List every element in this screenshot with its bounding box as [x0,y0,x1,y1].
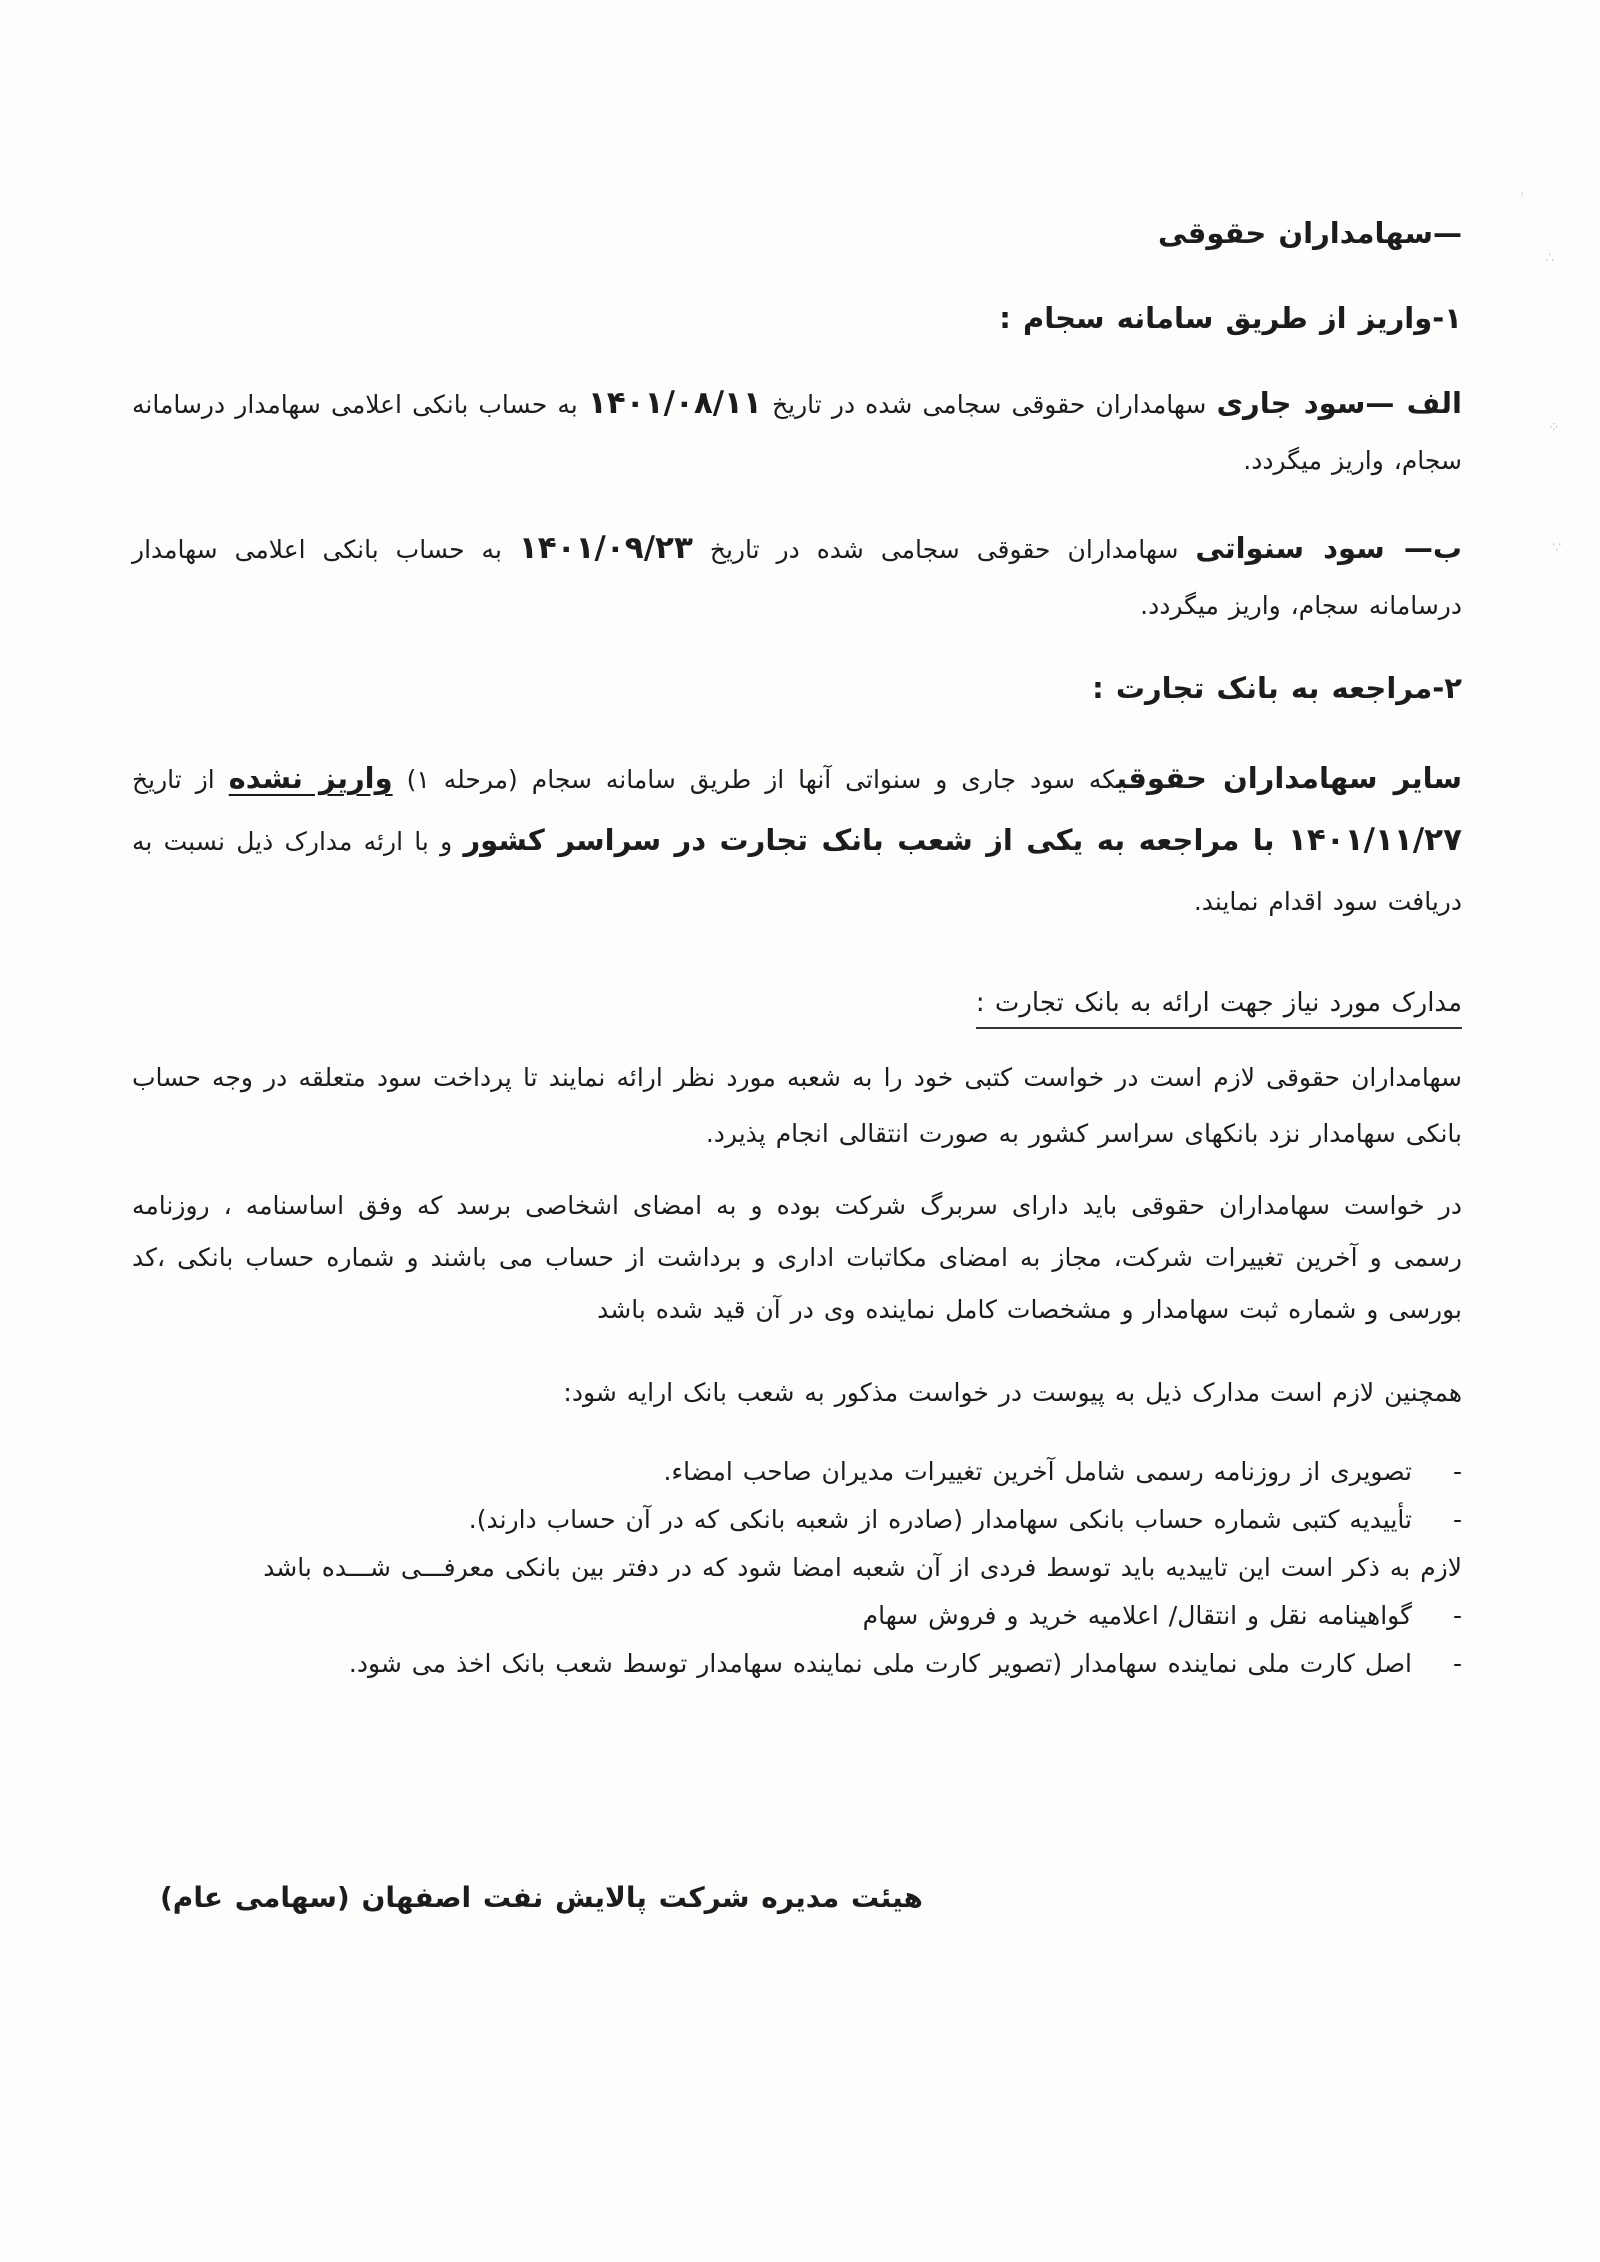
section2-paragraph: سایر سهامداران حقوقیکه سود جاری و سنواتی آنها از طریق سامانه سجام (مرحله ۱) واریز نشده از تاریخ ۱۴۰۱/۱۱/۲۷ با مراجعه به یکی از شعب بانک تجارت در سراسر کشور و با ارئه مدارک ذیل نسبت به دریافت سود اقدام نمایند. [132,761,1462,916]
signature: هیئت مدیره شرکت پالایش نفت اصفهان (سهامی عام) [160,1881,923,1914]
documents-list [132,1448,1462,1688]
item-a-date: ۱۴۰۱/۰۸/۱۱ [587,385,762,421]
item-b-label: ب— سود سنواتی [1195,531,1463,565]
item-a-paragraph: الف —سود جاری سهامداران حقوقی سجامی شده در تاریخ ۱۴۰۱/۰۸/۱۱ به حساب بانکی اعلامی سهامدار درسامانه سجام، واریز میگردد. [132,385,1462,475]
attachments-intro: همچنین لازم است مدارک ذیل به پیوست در خواست مذکور به شعب بانک ارایه شود: [563,1378,1462,1407]
scan-speck: ∵ [1552,540,1561,556]
list-item: - اصل کارت ملی نماینده سهامدار (تصویر کارت ملی نماینده سهامدار توسط شعب بانک اخذ می شود. [348,1649,1462,1678]
scan-speck: ∴ [1545,250,1554,266]
signature-row [160,1870,1060,1927]
page-title: —سهامداران حقوقی [1158,216,1462,250]
request-paragraph: سهامداران حقوقی لازم است در خواست کتبی خود را به شعبه مورد نظر ارائه نمایند تا پرداخت سود متعلقه در وجه حساب بانکی سهامدار نزد بانکهای سراسر کشور به صورت انتقالی انجام پذیرد. [132,1063,1462,1148]
item-b-date: ۱۴۰۱/۰۹/۲۳ [518,530,693,566]
scan-speck: ꜝ [1520,190,1524,206]
list-note: لازم به ذکر است این تاییدیه باید توسط فردی از آن شعبه امضا شود که در دفتر بین بانکی معرفـــی شـــده باشد [263,1553,1462,1582]
required-documents-subheading-row [132,975,1462,1031]
section2-date: ۱۴۰۱/۱۱/۲۷ [1287,822,1462,858]
required-documents-subheading: مدارک مورد نیاز جهت ارائه به بانک تجارت : [976,983,1462,1029]
list-item: - تأییدیه کتبی شماره حساب بانکی سهامدار (صادره از شعبه بانکی که در آن حساب دارند). [468,1505,1462,1534]
item-b-paragraph: ب— سود سنواتی سهامداران حقوقی سجامی شده در تاریخ ۱۴۰۱/۰۹/۲۳ به حساب بانکی اعلامی سهامدار درسامانه سجام، واریز میگردد. [132,530,1463,620]
documents-list-block [132,1448,1462,1688]
not-deposited-text: واریز نشده [228,761,393,795]
list-item: - گواهینامه نقل و انتقال/ اعلامیه خرید و فروش سهام [862,1601,1462,1630]
section1-heading: ۱-واریز از طریق سامانه سجام : [999,301,1462,335]
scan-speck: ⁘ [1548,420,1560,436]
list-item: - تصویری از روزنامه رسمی شامل آخرین تغییرات مدیران صاحب امضاء. [663,1457,1462,1486]
item-a-label: الف —سود جاری [1216,386,1462,420]
letterhead-paragraph: در خواست سهامداران حقوقی باید دارای سربرگ شرکت بوده و به امضای اشخاصی برسد که وفق اساسنامه ، روزنامه رسمی و آخرین تغییرات شرکت، مجاز به امضای مکاتبات اداری و برداشت از حساب می باشند و شماره حساب بانکی ،کد بورسی و شماره ثبت سهامدار و مشخصات کامل نماینده وی در آن قید شده باشد [132,1191,1462,1324]
section2-heading: ۲-مراجعه به بانک تجارت : [1092,671,1462,705]
